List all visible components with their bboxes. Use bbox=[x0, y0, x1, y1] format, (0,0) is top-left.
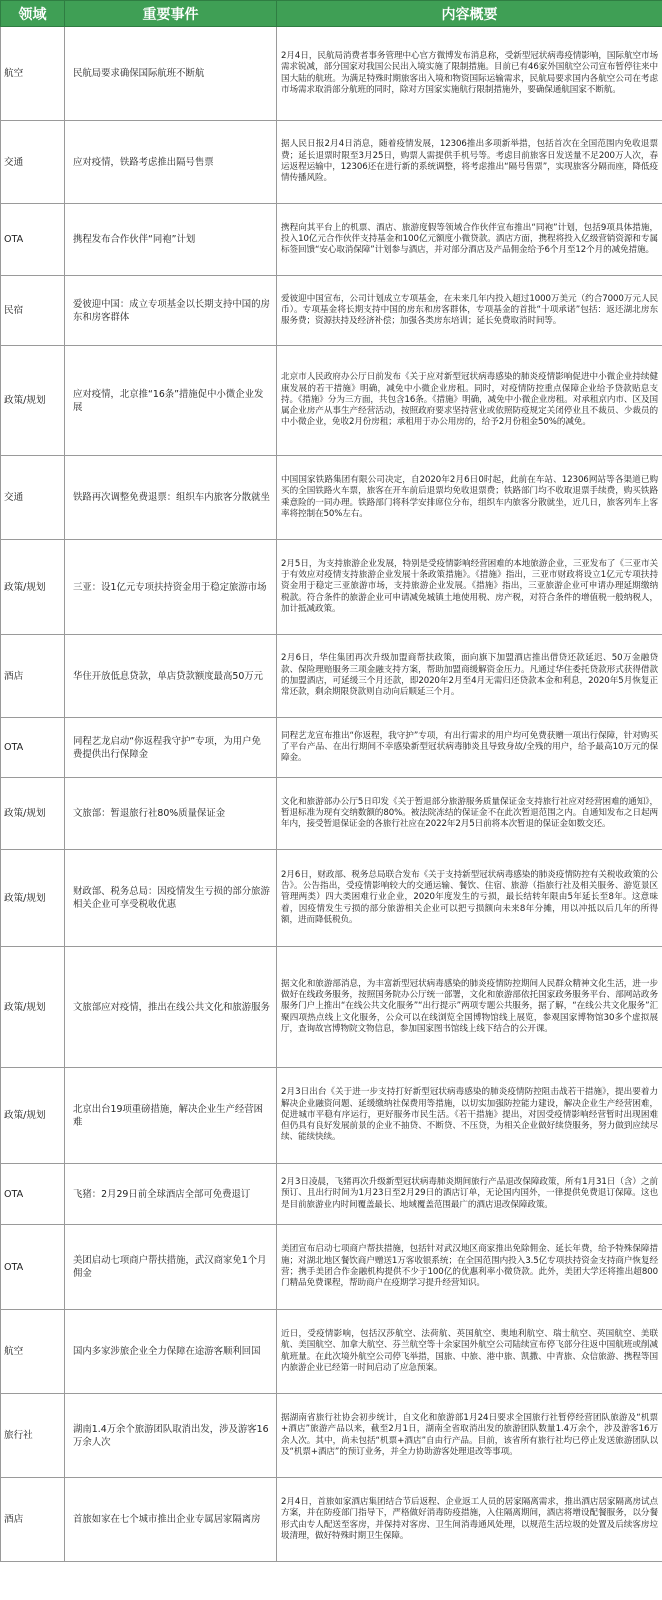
table-row bbox=[1, 718, 662, 778]
row-domain: OTA bbox=[1, 1225, 65, 1310]
row-domain: 交通 bbox=[1, 456, 65, 540]
row-detail: 携程向其平台上的机票、酒店、旅游度假等领域合作伙伴宣布推出“同袍”计划，包括9项具体措施，投入10亿元合作伙伴支持基金和100亿元额度小微贷款。酒店方面，携程将投入亿级营销资源和专属标签回馈“安心取消保障”计划参与酒店，并对部分酒店及产品佣金给予6个月至12个月的减免措施。 bbox=[277, 204, 662, 276]
table-row bbox=[1, 1394, 662, 1478]
row-domain: 酒店 bbox=[1, 635, 65, 718]
row-event: 三亚：设1亿元专项扶持资金用于稳定旅游市场 bbox=[65, 540, 277, 635]
row-detail: 2月6日，华住集团再次升级加盟商帮扶政策，面向旗下加盟酒店推出借贷还款延迟、50万金融贷款、保险理赔服务三项金融支持方案，帮助加盟商缓解资金压力。凡通过华住委托贷款形式获得借款的加盟酒店，可延缓三个月还款，即2020年2月至4月无需归还贷款本金和利息，2020年5月恢复正常还款，剩余期限贷款则自动向后顺延三个月。 bbox=[277, 635, 662, 718]
row-domain: 航空 bbox=[1, 27, 65, 121]
row-detail: 近日，受疫情影响，包括汉莎航空、法荷航、英国航空、奥地利航空、瑞士航空、英国航空、美联航、美国航空、加拿大航空、芬兰航空等十余家国外航空公司陆续宣布停飞部分往返中国航班或削减航班量。在此次境外航空公司停飞举措，国旅、中旅、港中旅、凯撒、中青旅、众信旅游、携程等国内旅游企业已经第一时间启动了应急预案。 bbox=[277, 1310, 662, 1394]
row-domain: 酒店 bbox=[1, 1478, 65, 1562]
table-row bbox=[1, 540, 662, 635]
row-domain: 政策/规划 bbox=[1, 778, 65, 850]
row-domain: 政策/规划 bbox=[1, 947, 65, 1068]
row-detail: 2月3日凌晨，飞猪再次升级新型冠状病毒肺炎期间旅行产品退改保障政策，所有1月31日（含）之前预订、且出行时间为1月23日至2月29日的酒店订单，无论国内国外，一律提供免费退订保障。这也是目前旅游业内时间覆盖最长、地域覆盖范围最广的酒店退改保障政策。 bbox=[277, 1164, 662, 1225]
table-row bbox=[1, 346, 662, 456]
row-event: 应对疫情，北京推“16条”措施促中小微企业发展 bbox=[65, 346, 277, 456]
row-domain: OTA bbox=[1, 718, 65, 778]
row-event: 湖南1.4万余个旅游团队取消出发，涉及游客16万余人次 bbox=[65, 1394, 277, 1478]
row-event: 首旅如家在七个城市推出企业专属居家隔离房 bbox=[65, 1478, 277, 1562]
row-detail: 据文化和旅游部消息，为丰富新型冠状病毒感染的肺炎疫情防控期间人民群众精神文化生活，进一步做好在线政务服务，按照国务院办公厅统一部署，文化和旅游部依托国家政务服务平台、部网站政务服务门户上推出“在线公共文化服务”“出行提示”两项专题公共服务，据了解，“在线公共文化服务”汇聚四项热点线上文化服务，公众可以在线浏览全国博物馆线上展览，参观国家博物馆30多个虚拟展厅，查询故宫博物院文物信息，参加国家图书馆线上线下结合的公开课。 bbox=[277, 947, 662, 1068]
row-detail: 2月6日，财政部、税务总局联合发布《关于支持新型冠状病毒感染的肺炎疫情防控有关税收政策的公告》。公告指出，受疫情影响较大的交通运输、餐饮、住宿、旅游（指旅行社及相关服务、游览景区管理两类）四大类困难行业企业，2020年度发生的亏损，最长结转年限由5年延长至8年。这意味着，因疫情发生亏损的部分旅游相关企业可以把亏损额向未来8年分摊，用以冲抵以后几年的所得额，进而降低税负。 bbox=[277, 850, 662, 947]
row-event: 文旅部应对疫情，推出在线公共文化和旅游服务 bbox=[65, 947, 277, 1068]
row-domain: 旅行社 bbox=[1, 1394, 65, 1478]
row-event: 飞猪：2月29日前全球酒店全部可免费退订 bbox=[65, 1164, 277, 1225]
table-row bbox=[1, 121, 662, 204]
row-detail: 文化和旅游部办公厅5日印发《关于暂退部分旅游服务质量保证金支持旅行社应对经营困难的通知》，暂退标准为现有交纳数额的80%。被法院冻结的保证金不在此次暂退范围之内。自通知发布之日起两年内，接受暂退保证金的各旅行社应在2022年2月5日前将本次暂退的保证金如数交还。 bbox=[277, 778, 662, 850]
table-row bbox=[1, 1310, 662, 1394]
row-domain: OTA bbox=[1, 1164, 65, 1225]
row-event: 携程发布合作伙伴“同袍”计划 bbox=[65, 204, 277, 276]
row-event: 美团启动七项商户帮扶措施，武汉商家免1个月佣金 bbox=[65, 1225, 277, 1310]
table-body bbox=[1, 27, 662, 1562]
table-row bbox=[1, 635, 662, 718]
table-row bbox=[1, 276, 662, 346]
table-row bbox=[1, 456, 662, 540]
row-detail: 中国国家铁路集团有限公司决定，自2020年2月6日0时起，此前在车站、12306网站等各渠道已购买的全国铁路火车票，旅客在开车前后退票均免收退票费；铁路部门均不收取退票手续费，购买铁路乘意险的一同办理。铁路部门将科学安排席位分布，组织车内旅客分散就坐，近几日，旅客列车上客率将控制在50%左右。 bbox=[277, 456, 662, 540]
table-row bbox=[1, 850, 662, 947]
row-event: 华住开放低息贷款，单店贷款额度最高50万元 bbox=[65, 635, 277, 718]
row-domain: 政策/规划 bbox=[1, 346, 65, 456]
table-row bbox=[1, 1164, 662, 1225]
row-domain: 政策/规划 bbox=[1, 540, 65, 635]
table-row bbox=[1, 1068, 662, 1164]
row-detail: 同程艺龙宣布推出“你返程，我守护”专项，有出行需求的用户均可免费获赠一项出行保障，针对购买了平台产品、在出行期间不幸感染新型冠状病毒肺炎且导致身故/全残的用户，给予最高10万元的保障金。 bbox=[277, 718, 662, 778]
row-detail: 爱彼迎中国宣布，公司计划成立专项基金，在未来几年内投入超过1000万美元（约合7000万元人民币）。专项基金将长期支持中国的房东和房客群体，专项基金的首批“十项承诺”包括：返还湖北房东服务费；资源扶持及经济补偿；加强各类房东培训；延长免费取消时间等。 bbox=[277, 276, 662, 346]
header-detail: 内容概要 bbox=[277, 1, 662, 27]
row-domain: 交通 bbox=[1, 121, 65, 204]
row-event: 财政部、税务总局：因疫情发生亏损的部分旅游相关企业可享受税收优惠 bbox=[65, 850, 277, 947]
table-row bbox=[1, 1225, 662, 1310]
row-detail: 据湖南省旅行社协会初步统计，自文化和旅游部1月24日要求全国旅行社暂停经营团队旅游及“机票+酒店”旅游产品以来，截至2月1日，湖南全省取消出发的旅游团队数量1.4万余个，涉及游客16万余人次。其中，尚未包括“机票+酒店”自由行产品。目前，该省所有旅行社均已停止发送旅游团队以及“机票+酒店”的预订业务，并全力协助游客处理退改等事项。 bbox=[277, 1394, 662, 1478]
row-detail: 2月3日出台《关于进一步支持打好新型冠状病毒感染的肺炎疫情防控阻击战若干措施》，提出要着力解决企业融资问题、延缓缴纳社保费用等措施，以切实加强防控能力建设，解决企业生产经营困难，促进城市平稳有序运行，更好服务市民生活。《若干措施》提出，对因受疫情影响经营暂时出现困难但仍具有良好发展前景的企业不抽贷、不断贷、不压贷，为相关企业做好续贷服务，努力做到应续尽续、能续快续。 bbox=[277, 1068, 662, 1164]
table-row bbox=[1, 778, 662, 850]
table-row bbox=[1, 204, 662, 276]
row-detail: 2月4日，首旅如家酒店集团结合节后返程、企业返工人员的居家隔离需求，推出酒店居家隔离房试点方案，并在防疫部门指导下，严格做好消毒防疫措施，入住隔离期间，酒店将增设配餐服务，以分餐形式由专人配送至客房，并保持对客房、卫生间消毒通风处理，以规范生活垃圾的处置及后续客房垃圾清理，做好特殊时期卫生保障。 bbox=[277, 1478, 662, 1562]
header-event: 重要事件 bbox=[65, 1, 277, 27]
row-event: 应对疫情，铁路考虑推出隔号售票 bbox=[65, 121, 277, 204]
row-domain: OTA bbox=[1, 204, 65, 276]
table-row bbox=[1, 947, 662, 1068]
header-domain: 领域 bbox=[1, 1, 65, 27]
table-header bbox=[1, 1, 662, 27]
row-event: 爱彼迎中国：成立专项基金以长期支持中国的房东和房客群体 bbox=[65, 276, 277, 346]
row-domain: 航空 bbox=[1, 1310, 65, 1394]
header-row bbox=[1, 1, 662, 27]
row-domain: 政策/规划 bbox=[1, 1068, 65, 1164]
table-row bbox=[1, 27, 662, 121]
row-detail: 2月4日，民航局消费者事务管理中心官方微博发布消息称，受新型冠状病毒疫情影响，国际航空市场需求锐减，部分国家对我国公民出入境实施了限制措施。目前已有46家外国航空公司宣布暂停往来中国大陆的航班。为满足特殊时期旅客出入境和物资国际运输需求，民航局要求国内各航空公司在考虑市场需求取消部分航班的同时，除对方国家实施航行限制措施外，要确保通航国家不断航。 bbox=[277, 27, 662, 121]
row-detail: 据人民日报2月4日消息，随着疫情发展，12306推出多项新举措，包括首次在全国范围内免收退票费；延长退票时限至3月25日，购票人需提供手机号等。考虑目前旅客日发送量不足200万人次，春运返程运输中，12306还在进行新的系统调整，将考虑推出“隔号售票”，实现旅客分隔而座，降低疫情传播风险。 bbox=[277, 121, 662, 204]
row-domain: 政策/规划 bbox=[1, 850, 65, 947]
row-detail: 北京市人民政府办公厅日前发布《关于应对新型冠状病毒感染的肺炎疫情影响促进中小微企业持续健康发展的若干措施》明确，减免中小微企业房租。同时，对疫情防控重点保障企业给予贷款贴息支持。《措施》分为三方面，共包含16条。《措施》明确，减免中小微企业房租。对承租京内市、区及国属企业房产从事生产经营活动，按照政府要求坚持营业或依照防疫规定关闭停业且不裁员、少裁员的中小微企业，免收2月份房租；承租用于办公用房的，给予2月份租金50%的减免。 bbox=[277, 346, 662, 456]
row-event: 国内多家涉旅企业全力保障在途游客顺利回国 bbox=[65, 1310, 277, 1394]
row-event: 民航局要求确保国际航班不断航 bbox=[65, 27, 277, 121]
row-event: 北京出台19项重磅措施，解决企业生产经营困难 bbox=[65, 1068, 277, 1164]
row-event: 铁路再次调整免费退票：组织车内旅客分散就坐 bbox=[65, 456, 277, 540]
row-event: 同程艺龙启动“你返程我守护”专项，为用户免费提供出行保障金 bbox=[65, 718, 277, 778]
table-row bbox=[1, 1478, 662, 1562]
row-detail: 2月5日，为支持旅游企业发展，特别是受疫情影响经营困难的本地旅游企业，三亚发布了《三亚市关于有效应对疫情支持旅游企业发展十条政策措施》。《措施》指出，三亚市财政将设立1亿元专项扶持资金用于稳定三亚旅游市场，支持旅游企业发展。《措施》指出，三亚旅游企业可申请办理延期缴纳税款。符合条件的旅游企业可申请减免城镇土地使用税、房产税，对符合条件的增值税一般纳税人，加计抵减政策。 bbox=[277, 540, 662, 635]
row-detail: 美团宣布启动七项商户帮扶措施，包括针对武汉地区商家推出免除佣金、延长年费，给予特殊保障措施；对湖北地区餐饮商户赠送1万客收银系统；在全国范围内投入3.5亿专项扶持资金支持商户恢复经营；携手美团合作金融机构提供不少于100亿的优惠利率小微贷款。此外，美团大学还将推出超800门精品免费课程，帮助商户在疫期学习提升经营知识。 bbox=[277, 1225, 662, 1310]
row-event: 文旅部：暂退旅行社80%质量保证金 bbox=[65, 778, 277, 850]
row-domain: 民宿 bbox=[1, 276, 65, 346]
